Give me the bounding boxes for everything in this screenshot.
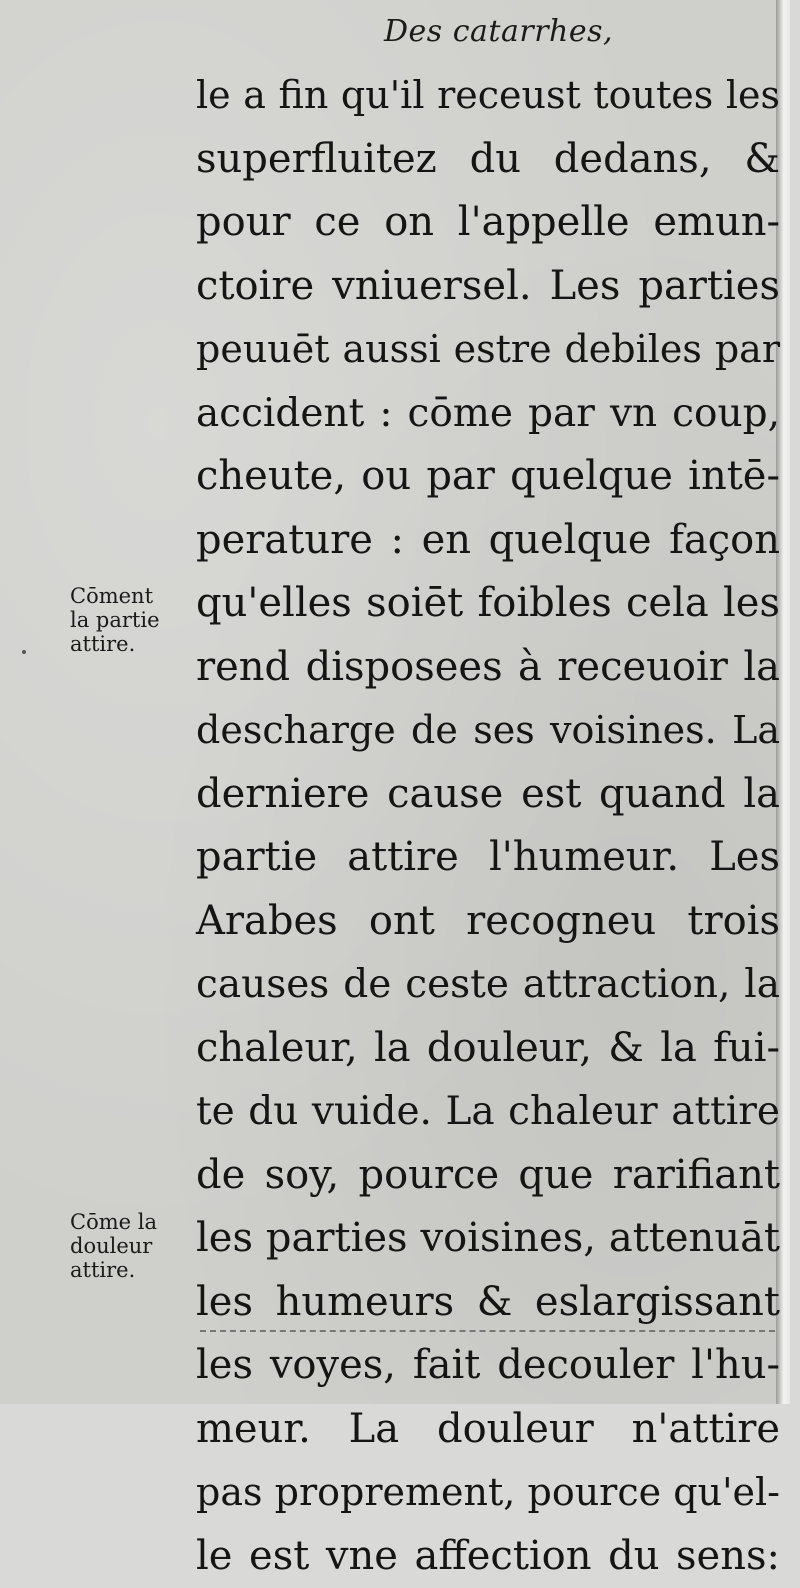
text-line: perature : en quelque façon — [196, 509, 780, 573]
text-line: derniere cause est quand la — [196, 763, 780, 827]
margin-note-line: la partie — [70, 608, 160, 632]
text-line: les parties voisines, attenuāt — [196, 1207, 780, 1271]
text-line: qu'elles soiēt foibles cela les — [196, 572, 780, 636]
text-line: Arabes ont recogneu trois — [196, 890, 780, 954]
main-text-block — [196, 64, 780, 1588]
page-bottom-rule — [200, 1330, 775, 1332]
margin-note-line: attire. — [70, 632, 160, 656]
text-line: partie attire l'humeur. Les — [196, 826, 780, 890]
margin-note-attraction — [70, 584, 160, 656]
text-line: cheute, ou par quelque intē- — [196, 445, 780, 509]
text-line: le a fin qu'il receust toutes les — [196, 64, 780, 128]
text-line: pas proprement, pource qu'el- — [196, 1461, 780, 1525]
text-line: accident : cōme par vn coup, — [196, 382, 780, 446]
text-line: les voyes, fait decouler l'hu- — [196, 1334, 780, 1398]
text-line: les humeurs & eslargissant — [196, 1271, 780, 1335]
text-line: causes de ceste attraction, la — [196, 953, 780, 1017]
text-line: ctoire vniuersel. Les parties — [196, 255, 780, 319]
text-line: meur. La douleur n'attire — [196, 1398, 780, 1462]
text-line: peuuēt aussi estre debiles par — [196, 318, 780, 382]
running-head: Des catarrhes, — [384, 14, 613, 49]
margin-note-pain — [70, 1210, 157, 1282]
margin-note-line: Cōme la — [70, 1210, 157, 1234]
text-line: te du vuide. La chaleur attire — [196, 1080, 780, 1144]
text-line: pour ce on l'appelle emun- — [196, 191, 780, 255]
margin-note-line: Cōment — [70, 584, 160, 608]
text-line: descharge de ses voisines. La — [196, 699, 780, 763]
text-line: le est vne affection du sens: — [196, 1525, 780, 1588]
margin-note-line: attire. — [70, 1258, 157, 1282]
text-line: superfluitez du dedans, & — [196, 128, 780, 192]
margin-note-line: douleur — [70, 1234, 157, 1258]
ink-speck — [22, 650, 26, 654]
text-line: de soy, pource que rarifiant — [196, 1144, 780, 1208]
text-line: rend disposees à receuoir la — [196, 636, 780, 700]
text-line: chaleur, la douleur, & la fui- — [196, 1017, 780, 1081]
